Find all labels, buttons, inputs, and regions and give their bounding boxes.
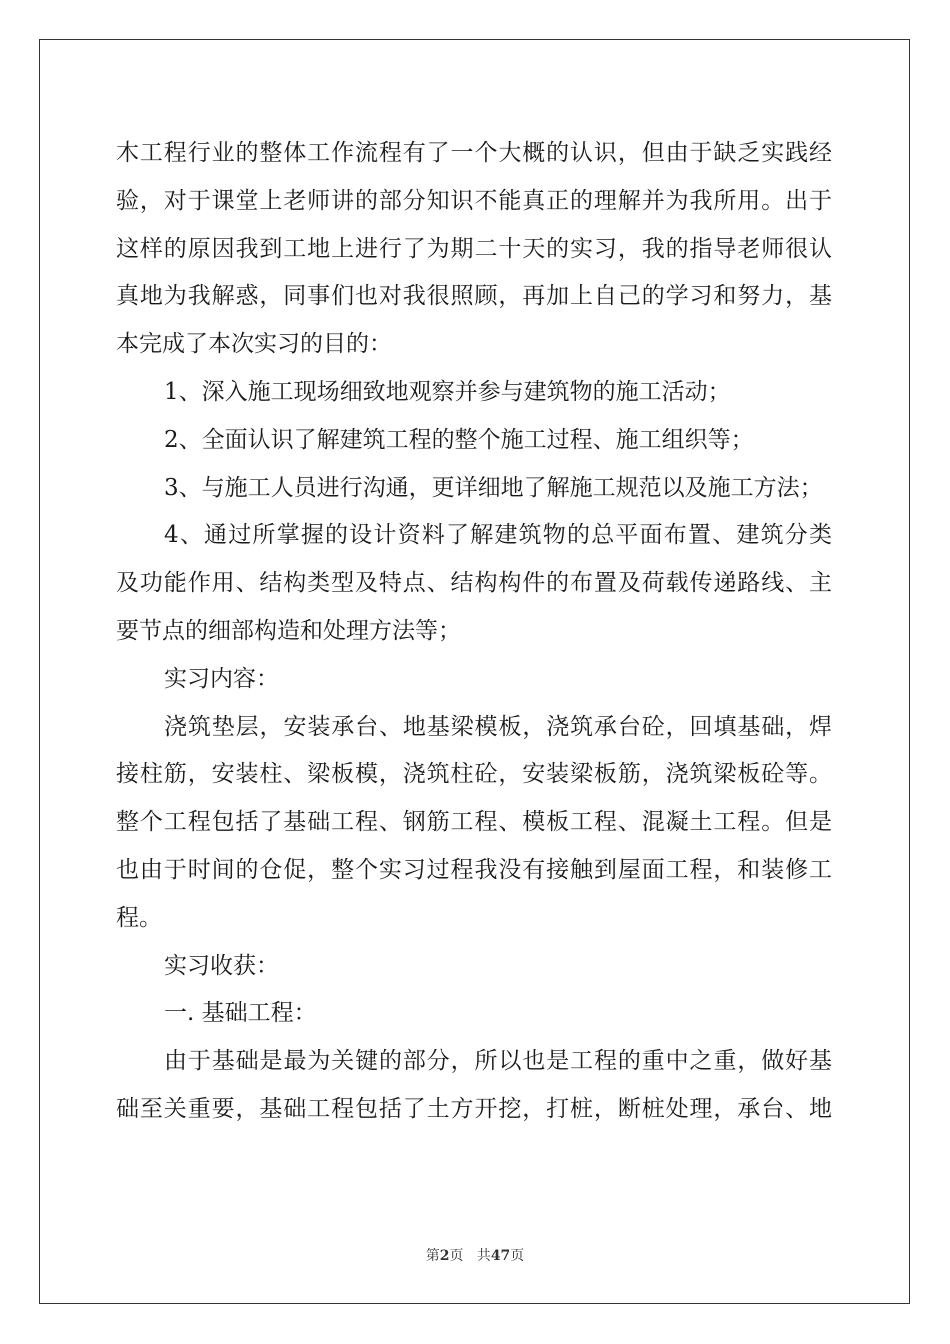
list-item-2: 2、全面认识了解建筑工程的整个施工过程、施工组织等； <box>164 426 754 453</box>
paragraph-line: 木工程行业的整体工作流程有了一个大概的认识，但由于缺乏实践经 <box>116 140 832 166</box>
section-heading-content: 实习内容： <box>164 665 279 692</box>
document-body <box>116 130 832 1134</box>
list-item-4: 4、通过所掌握的设计资料了解建筑物的总平面布置、建筑分类 <box>164 522 832 549</box>
section-heading-gains: 实习收获： <box>164 952 279 979</box>
total-pages: 47 <box>490 1248 511 1264</box>
paragraph-line: 及功能作用、结构类型及特点、结构构件的布置及荷载传递路线、主 <box>116 570 832 597</box>
list-item-1: 1、深入施工现场细致地观察并参与建筑物的施工活动； <box>164 378 731 405</box>
paragraph-line: 本完成了本次实习的目的： <box>116 331 392 358</box>
paragraph-line: 这样的原因我到工地上进行了为期二十天的实习，我的指导老师很认 <box>116 235 832 262</box>
paragraph-line: 程。 <box>116 904 162 931</box>
paragraph-line: 也由于时间的仓促，整个实习过程我没有接触到屋面工程，和装修工 <box>116 856 832 883</box>
paragraph-line: 要节点的细部构造和处理方法等； <box>116 617 461 644</box>
page-prefix: 第 <box>425 1248 440 1264</box>
paragraph-line: 验，对于课堂上老师讲的部分知识不能真正的理解并为我所用。出于 <box>116 187 832 214</box>
page-footer <box>0 1245 950 1265</box>
paragraph-line: 础至关重要，基础工程包括了土方开挖，打桩，断桩处理，承台、地 <box>116 1095 832 1122</box>
paragraph-line: 真地为我解惑，同事们也对我很照顾，再加上自己的学习和努力，基 <box>116 283 832 310</box>
page-suffix: 页 <box>449 1248 464 1264</box>
paragraph-line: 整个工程包括了基础工程、钢筋工程、模板工程、混凝土工程。但是 <box>116 809 832 836</box>
page-number: 2 <box>439 1248 450 1264</box>
list-item-3: 3、与施工人员进行沟通，更详细地了解施工规范以及施工方法； <box>164 474 823 501</box>
paragraph-line: 浇筑垫层，安装承台、地基梁模板，浇筑承台砼，回填基础，焊 <box>164 713 832 740</box>
subsection-heading-foundation: 一. 基础工程： <box>164 1000 317 1027</box>
total-prefix: 共 <box>476 1248 491 1264</box>
paragraph-line: 接柱筋，安装柱、梁板模，浇筑柱砼，安装梁板筋，浇筑梁板砼等。 <box>116 761 832 788</box>
paragraph-line: 由于基础是最为关键的部分，所以也是工程的重中之重，做好基 <box>164 1048 832 1075</box>
total-suffix: 页 <box>510 1248 525 1264</box>
